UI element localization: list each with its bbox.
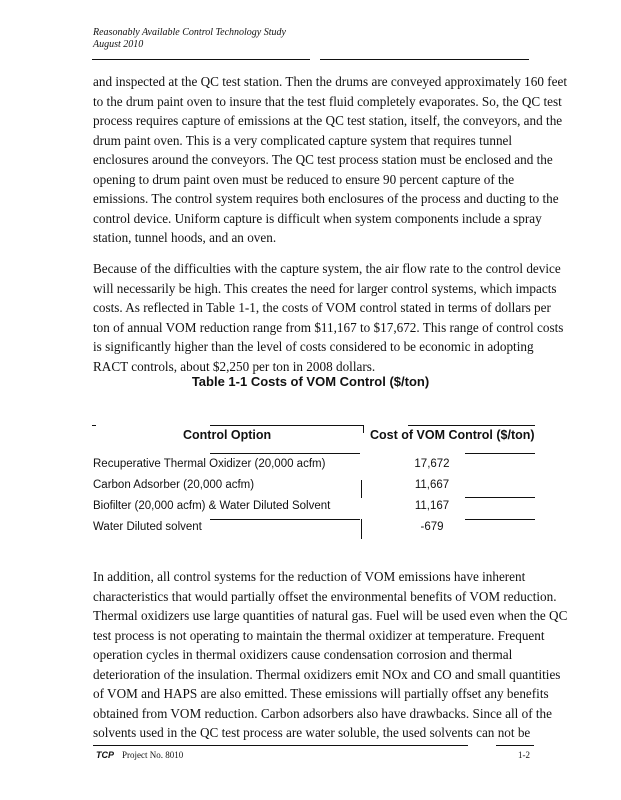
text-line: operation cycles in thermal oxidizers cause condensation corrosion and thermal	[93, 647, 513, 662]
header-rule	[92, 59, 310, 60]
table-cell-option: Biofilter (20,000 acfm) & Water Diluted Solvent	[93, 500, 331, 512]
text-line: process requires capture of emissions at the QC test station, itself, the conveyors, and the	[93, 113, 563, 128]
column-header-control-option: Control Option	[183, 428, 272, 442]
footer-project: Project No. 8010	[122, 750, 184, 760]
text-line: test process is not operating to maintain the thermal oxidizer at temperature. Frequent	[93, 627, 545, 643]
text-line: costs. As reflected in Table 1-1, the costs of VOM control stated in terms of dollars per	[93, 300, 551, 315]
text-line: opening to drum paint oven must be reduced to ensure 90 percent capture of the	[93, 171, 515, 187]
text-line: Thermal oxidizers use large quantities of natural gas. Fuel will be used even when the QC	[93, 608, 568, 623]
table-rule	[465, 453, 535, 454]
column-header-cost: Cost of VOM Control ($/ton)	[370, 428, 535, 442]
table-cell-cost: 17,672	[414, 458, 450, 470]
text-line: will necessarily be high. This creates the need for larger control systems, which impacts	[93, 280, 557, 296]
text-line: is significantly higher than the level of costs considered to be economic in adopting	[93, 339, 534, 354]
text-line: obtained from VOM reduction. Carbon adsorbers also have drawbacks. Since all of the	[93, 705, 552, 721]
header-rule	[320, 59, 529, 60]
footer-rule	[496, 745, 534, 746]
footer-logo: TCP	[96, 750, 114, 760]
table-cell-cost: 11,667	[414, 479, 450, 491]
text-line: control device. Uniform capture is difficult when system components include a spray	[93, 210, 542, 226]
text-line: solvents used in the QC test process are water soluble, the used solvents can not be	[93, 725, 531, 740]
text-line: In addition, all control systems for the reduction of VOM emissions have inherent	[93, 569, 526, 584]
table-rule	[92, 425, 96, 426]
table-rule	[210, 453, 360, 454]
header-date: August 2010	[93, 39, 144, 50]
text-line: to the drum paint oven to insure that the test fluid completely evaporates. So, the QC test	[93, 93, 562, 109]
table-rule	[210, 425, 364, 426]
text-line: deterioration of the insulation. Thermal oxidizers emit NOx and CO and small quantities	[93, 666, 561, 682]
text-line: Because of the difficulties with the capture system, the air flow rate to the control device	[93, 261, 561, 276]
table-cell-option: Water Diluted solvent	[93, 521, 202, 533]
header-title: Reasonably Available Control Technology Study	[93, 27, 286, 38]
table-title: Table 1-1 Costs of VOM Control ($/ton)	[191, 374, 430, 389]
text-line: ton of annual VOM reduction range from $11,167 to $17,672. This range of control costs	[93, 319, 564, 335]
table-cell-option: Recuperative Thermal Oxidizer (20,000 acfm)	[93, 458, 326, 470]
table-rule	[210, 519, 360, 520]
text-line: characteristics that would partially offset the environmental benefits of VOM reduction.	[93, 588, 557, 604]
page-number: 1-2	[518, 750, 530, 760]
text-line: RACT controls, about $2,250 per ton in 2008 dollars.	[93, 358, 376, 374]
footer-rule	[93, 745, 468, 746]
table-rule	[361, 519, 362, 539]
text-line: drum paint oven. This is a very complicated capture system that requires tunnel	[93, 132, 513, 148]
table-rule	[363, 425, 364, 433]
text-line: of VOM and HAPS are also emitted. These emissions will partially offset any benefits	[93, 686, 549, 701]
text-line: and inspected at the QC test station. Then the drums are conveyed approximately 160 feet	[93, 74, 567, 89]
text-line: enclosures around the conveyors. The QC test process station must be enclosed and the	[93, 152, 553, 167]
table-rule	[465, 519, 535, 520]
table-rule	[408, 425, 535, 426]
table-cell-option: Carbon Adsorber (20,000 acfm)	[93, 479, 255, 491]
table-cell-cost: 11,167	[414, 500, 450, 512]
table-rule	[361, 480, 362, 498]
text-line: emissions. The control system requires both enclosures of the process and ducting to the	[93, 191, 559, 206]
table-rule	[465, 497, 535, 498]
table-cell-cost: -679	[420, 521, 444, 533]
text-line: station, tunnel hoods, and an oven.	[93, 230, 277, 245]
